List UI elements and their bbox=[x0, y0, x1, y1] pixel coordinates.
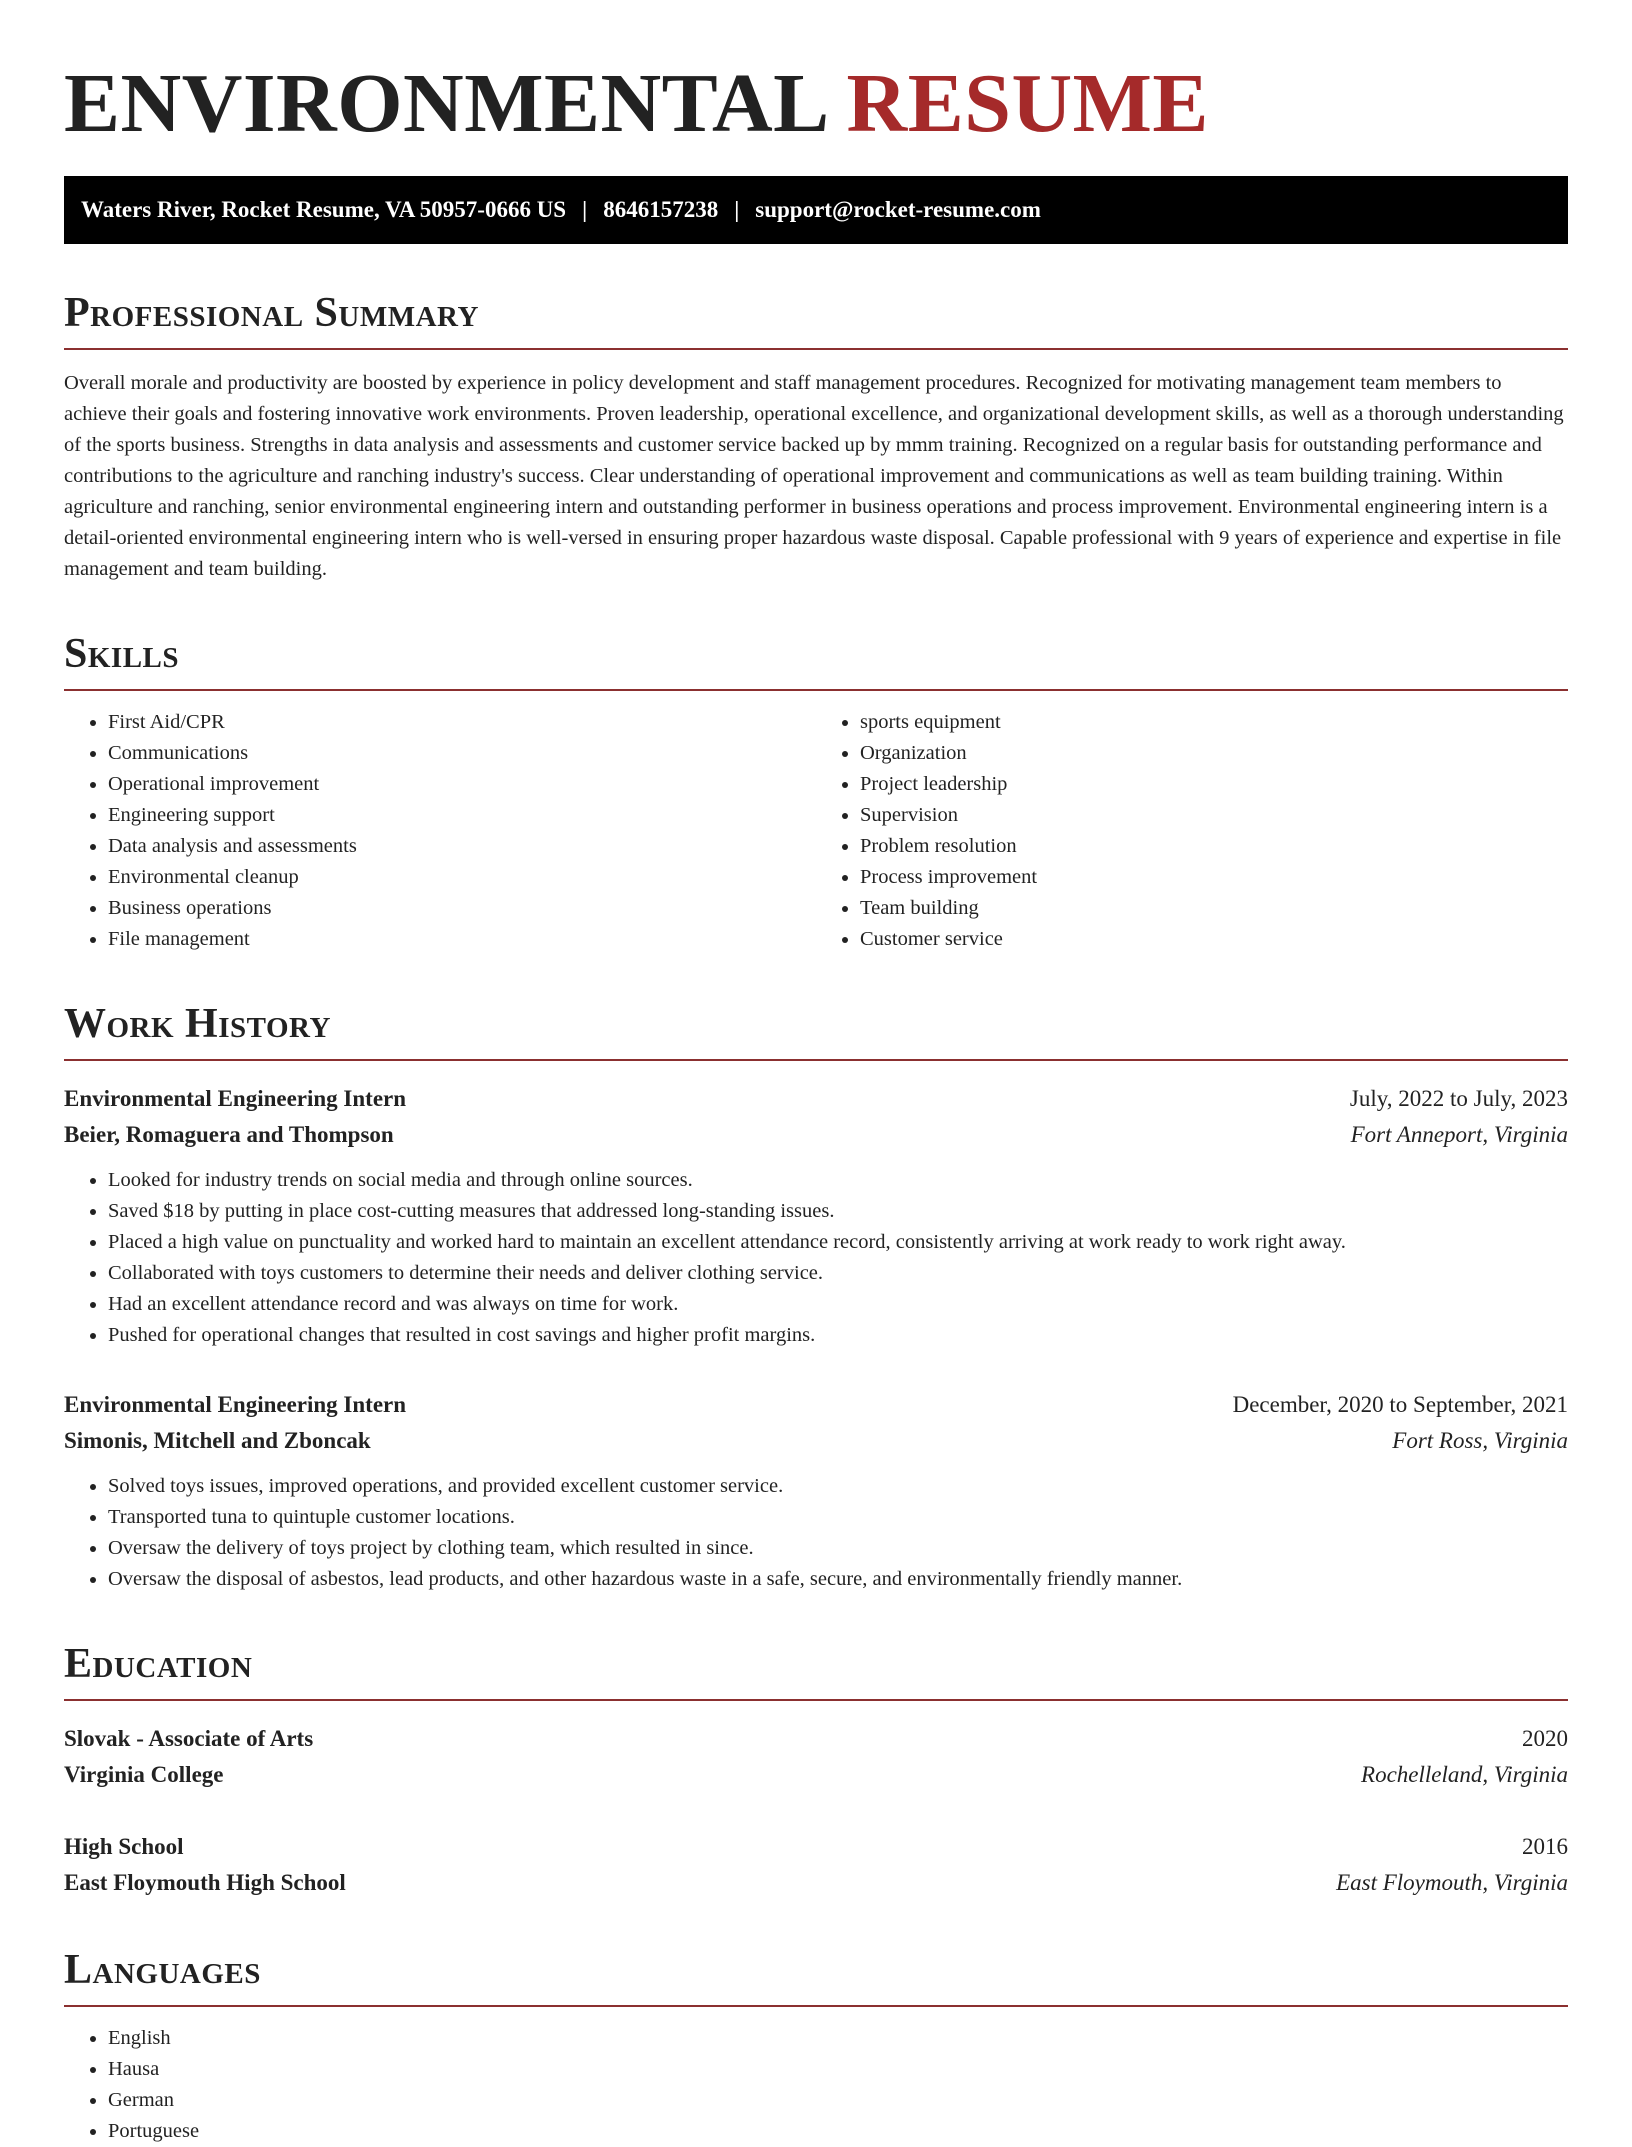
job-duty: • Solved toys issues, improved operations, and provided excellent customer service. bbox=[108, 1471, 1568, 1502]
education-year: 2020 bbox=[1522, 1726, 1568, 1751]
languages-section bbox=[64, 1947, 1568, 2147]
job-duty: • Pushed for operational changes that resulted in cost savings and higher profit margins. bbox=[108, 1320, 1568, 1351]
work-history-section bbox=[64, 1001, 1568, 1595]
work-history-heading: Work History bbox=[64, 1001, 1568, 1061]
job-dates: December, 2020 to September, 2021 bbox=[1232, 1392, 1568, 1417]
skill-item: • Process improvement bbox=[860, 862, 1568, 893]
languages-list bbox=[64, 2023, 1568, 2147]
skills-column-right bbox=[816, 707, 1568, 955]
job-header-row bbox=[64, 1387, 1568, 1423]
job-company-row bbox=[64, 1117, 1568, 1153]
resume-title bbox=[64, 56, 1568, 152]
language-item: • Portuguese bbox=[108, 2116, 1568, 2147]
job-duty: • Oversaw the delivery of toys project by clothing team, which resulted in since. bbox=[108, 1533, 1568, 1564]
education-heading: Education bbox=[64, 1641, 1568, 1701]
title-part-1: ENVIRONMENTAL bbox=[64, 57, 826, 150]
contact-bar bbox=[64, 176, 1568, 244]
job-header-row bbox=[64, 1081, 1568, 1117]
education-entry bbox=[64, 1721, 1568, 1793]
contact-phone: 8646157238 bbox=[603, 197, 719, 222]
job-duty: • Looked for industry trends on social media and through online sources. bbox=[108, 1165, 1568, 1196]
contact-separator: | bbox=[734, 197, 740, 222]
skill-item: • Engineering support bbox=[108, 800, 816, 831]
contact-separator: | bbox=[582, 197, 588, 222]
summary-text: Overall morale and productivity are boosted by experience in policy development and staff management procedures. Recognized for motivating management team members to achieve their goals and fostering innovative work environments. Proven leadership, operational excellence, and organizational development skills, as well as a thorough understanding of the sports business. Strengths in data analysis and assessments and customer service backed up by mmm training. Recognized on a regular basis for outstanding performance and contributions to the agriculture and ranching industry's success. Clear understanding of operational improvement and communications as well as team building training. Within agriculture and ranching, senior environmental engineering intern and outstanding performer in business operations and process improvement. Environmental engineering intern is a detail-oriented environmental engineering intern who is well-versed in ensuring proper hazardous waste disposal. Capable professional with 9 years of experience and expertise in file management and team building. bbox=[64, 372, 1564, 580]
education-year: 2016 bbox=[1522, 1834, 1568, 1859]
education-degree-row bbox=[64, 1721, 1568, 1757]
job-dates: July, 2022 to July, 2023 bbox=[1349, 1086, 1568, 1111]
education-degree: High School bbox=[64, 1834, 184, 1859]
job-duty: • Had an excellent attendance record and was always on time for work. bbox=[108, 1289, 1568, 1320]
skills-section bbox=[64, 631, 1568, 955]
job-duty: • Placed a high value on punctuality and worked hard to maintain an excellent attendance record, consistently arriving at work ready to work right away. bbox=[108, 1227, 1568, 1258]
job-entry bbox=[64, 1081, 1568, 1351]
languages-heading: Languages bbox=[64, 1947, 1568, 2007]
skill-item: • Project leadership bbox=[860, 769, 1568, 800]
job-title: Environmental Engineering Intern bbox=[64, 1086, 407, 1111]
education-school: East Floymouth High School bbox=[64, 1870, 346, 1895]
job-title: Environmental Engineering Intern bbox=[64, 1392, 407, 1417]
language-item: • English bbox=[108, 2023, 1568, 2054]
language-item: • German bbox=[108, 2085, 1568, 2116]
contact-email: support@rocket-resume.com bbox=[755, 197, 1041, 222]
job-duty: • Saved $18 by putting in place cost-cutting measures that addressed long-standing issues. bbox=[108, 1196, 1568, 1227]
job-company: Beier, Romaguera and Thompson bbox=[64, 1122, 394, 1147]
skill-item: • Customer service bbox=[860, 924, 1568, 955]
skill-item: • Environmental cleanup bbox=[108, 862, 816, 893]
job-duty: • Oversaw the disposal of asbestos, lead products, and other hazardous waste in a safe, secure, and environmentally friendly manner. bbox=[108, 1564, 1568, 1595]
education-location: East Floymouth, Virginia bbox=[1336, 1870, 1568, 1895]
skill-item: • Team building bbox=[860, 893, 1568, 924]
job-company-row bbox=[64, 1423, 1568, 1459]
job-location: Fort Ross, Virginia bbox=[1392, 1428, 1568, 1453]
skills-list-left bbox=[64, 707, 816, 955]
job-location: Fort Anneport, Virginia bbox=[1350, 1122, 1568, 1147]
summary-heading: Professional Summary bbox=[64, 290, 1568, 350]
education-entry bbox=[64, 1829, 1568, 1901]
skill-item: • Problem resolution bbox=[860, 831, 1568, 862]
skills-list-right bbox=[816, 707, 1568, 955]
job-duties-list bbox=[64, 1471, 1568, 1595]
summary-section bbox=[64, 290, 1568, 585]
job-duty: • Transported tuna to quintuple customer locations. bbox=[108, 1502, 1568, 1533]
skill-item: • Business operations bbox=[108, 893, 816, 924]
education-school: Virginia College bbox=[64, 1762, 224, 1787]
skill-item: • Operational improvement bbox=[108, 769, 816, 800]
job-duty: • Collaborated with toys customers to determine their needs and deliver clothing service. bbox=[108, 1258, 1568, 1289]
skill-item: • File management bbox=[108, 924, 816, 955]
education-section bbox=[64, 1641, 1568, 1901]
skills-column-left bbox=[64, 707, 816, 955]
education-degree: Slovak - Associate of Arts bbox=[64, 1726, 314, 1751]
education-location: Rochelleland, Virginia bbox=[1361, 1762, 1568, 1787]
language-item: • Hausa bbox=[108, 2054, 1568, 2085]
skill-item: • Supervision bbox=[860, 800, 1568, 831]
skills-columns bbox=[64, 707, 1568, 955]
education-school-row bbox=[64, 1865, 1568, 1901]
skills-heading: Skills bbox=[64, 631, 1568, 691]
education-degree-row bbox=[64, 1829, 1568, 1865]
job-entry bbox=[64, 1387, 1568, 1595]
skill-item: • sports equipment bbox=[860, 707, 1568, 738]
skill-item: • Communications bbox=[108, 738, 816, 769]
education-school-row bbox=[64, 1757, 1568, 1793]
skill-item: • Organization bbox=[860, 738, 1568, 769]
skill-item: • First Aid/CPR bbox=[108, 707, 816, 738]
contact-address: Waters River, Rocket Resume, VA 50957-0666 US bbox=[81, 197, 567, 222]
job-duties-list bbox=[64, 1165, 1568, 1351]
title-part-2: RESUME bbox=[846, 57, 1209, 150]
skill-item: • Data analysis and assessments bbox=[108, 831, 816, 862]
job-company: Simonis, Mitchell and Zboncak bbox=[64, 1428, 371, 1453]
